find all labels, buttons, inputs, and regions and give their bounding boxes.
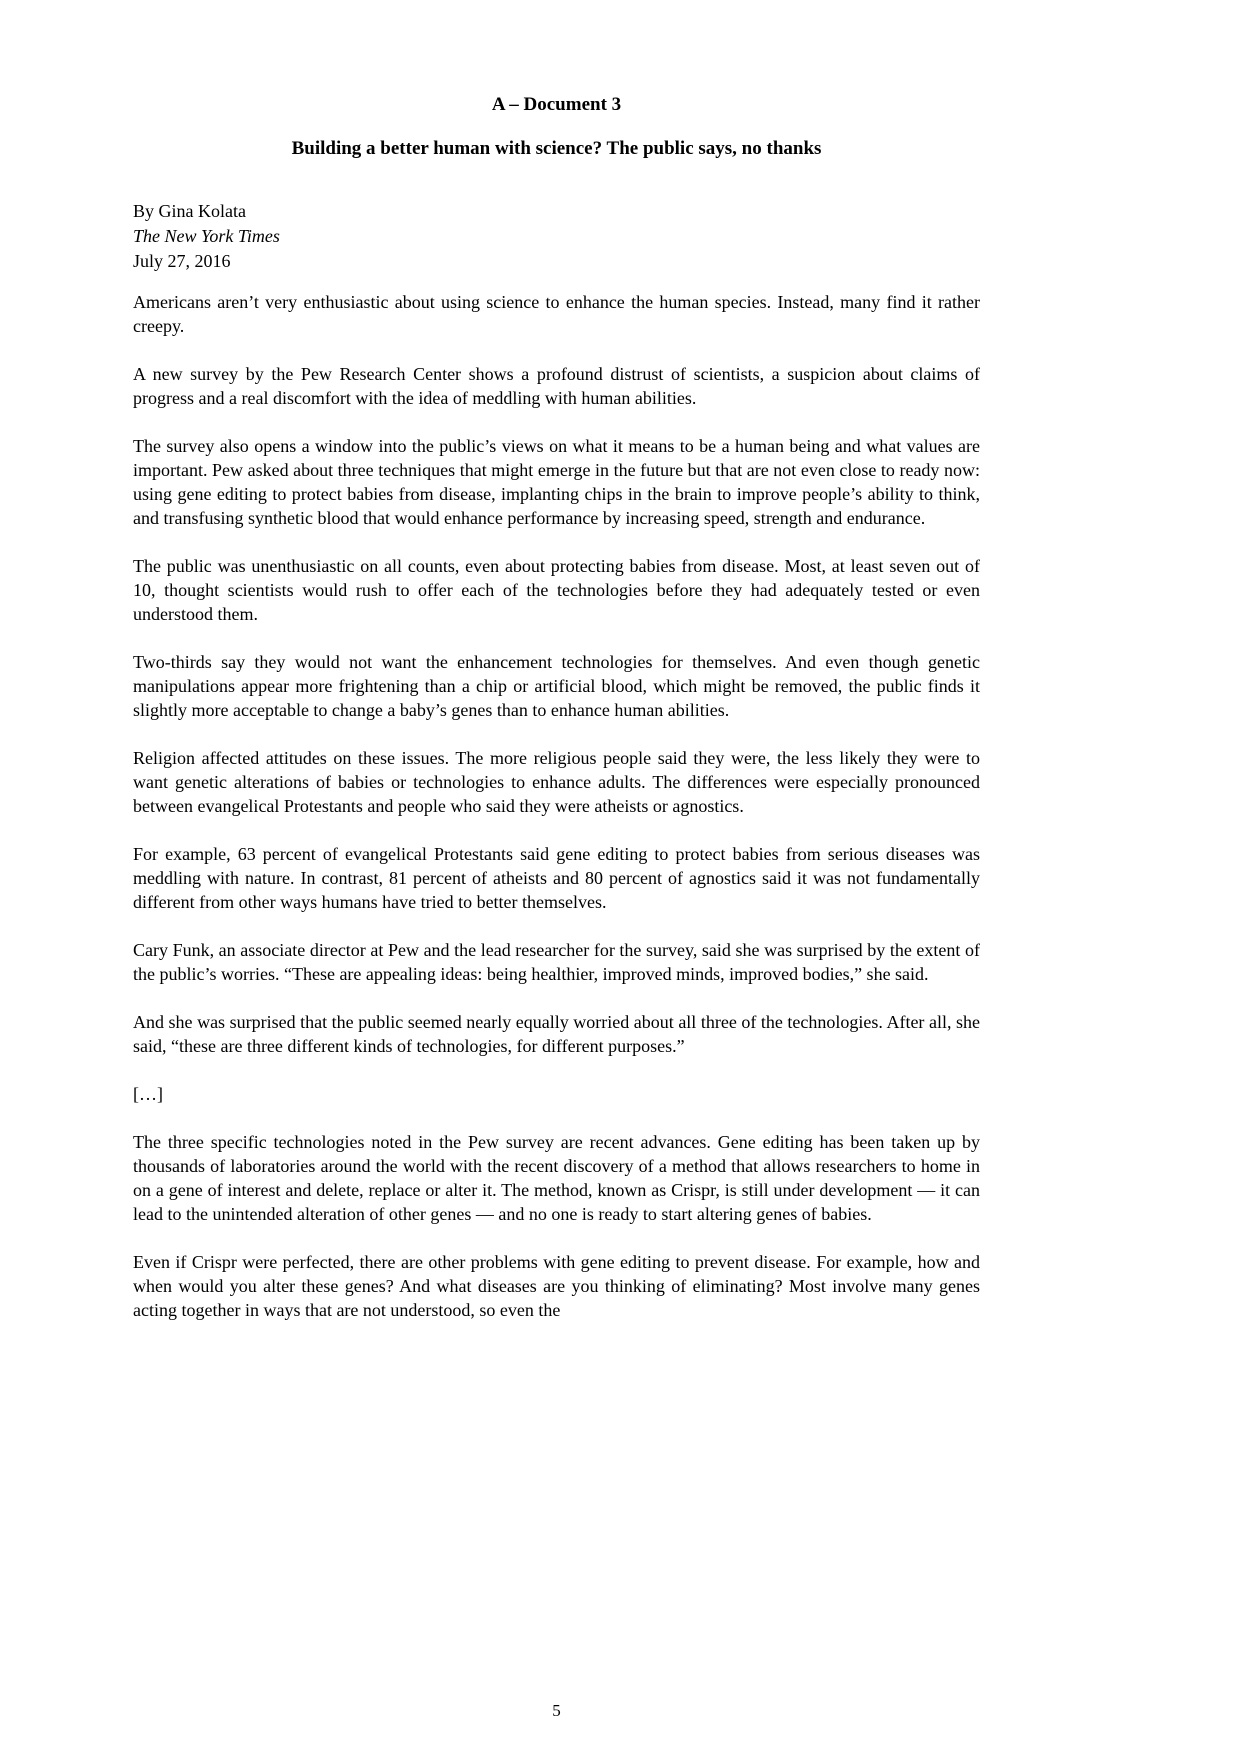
paragraph-10: The three specific technologies noted in the Pew survey are recent advances. Gene editing has been taken up by thousands of laboratories around the world with the recent discovery of a method that allows researchers to home in on a gene of interest and delete, replace or alter it. The method, known as Crispr, is still under development — it can lead to the unintended alteration of other genes — and no one is ready to start altering genes of babies. [133, 1132, 980, 1224]
paragraph-8: Cary Funk, an associate director at Pew and the lead researcher for the survey, said she was surprised by the extent of the public’s worries. “These are appealing ideas: being healthier, improved minds, improved bodies,” she said. [133, 940, 980, 984]
paragraph-2: A new survey by the Pew Research Center shows a profound distrust of scientists, a suspicion about claims of progress and a real discomfort with the idea of meddling with human abilities. [133, 364, 980, 408]
byline-source: The New York Times [133, 226, 280, 246]
paragraph-3: The survey also opens a window into the public’s views on what it means to be a human being and what values are important. Pew asked about three techniques that might emerge in the future but that are not even close to ready now: using gene editing to protect babies from disease, implanting chips in the brain to improve people’s ability to think, and transfusing synthetic blood that would enhance performance by increasing speed, strength and endurance. [133, 436, 980, 528]
paragraph-1: Americans aren’t very enthusiastic about using science to enhance the human species. Instead, many find it rather creepy. [133, 292, 980, 336]
paragraph-ellipsis: […] [133, 1084, 163, 1104]
byline-author: By Gina Kolata [133, 201, 246, 221]
byline [133, 199, 980, 274]
byline-date: July 27, 2016 [133, 251, 231, 271]
document-heading: A – Document 3 [491, 94, 622, 115]
paragraph-11: Even if Crispr were perfected, there are other problems with gene editing to prevent disease. For example, how and when would you alter these genes? And what diseases are you thinking of eliminating? Most involve many genes acting together in ways that are not understood, so even the [133, 1252, 980, 1320]
paragraph-4: The public was unenthusiastic on all counts, even about protecting babies from disease. Most, at least seven out of 10, thought scientists would rush to offer each of the technologies before they had adequately tested or even understood them. [133, 556, 980, 624]
paragraph-6: Religion affected attitudes on these issues. The more religious people said they were, the less likely they were to want genetic alterations of babies or technologies to enhance adults. The differences were especially pronounced between evangelical Protestants and people who said they were atheists or agnostics. [133, 748, 980, 816]
page-number: 5 [552, 1701, 561, 1720]
paragraph-5: Two-thirds say they would not want the enhancement technologies for themselves. And even though genetic manipulations appear more frightening than a chip or artificial blood, which might be removed, the public finds it slightly more acceptable to change a baby’s genes than to enhance human abilities. [133, 652, 980, 720]
article-title: Building a better human with science? The public says, no thanks [291, 138, 822, 159]
document-content [133, 92, 980, 1322]
paragraph-9: And she was surprised that the public seemed nearly equally worried about all three of the technologies. After all, she said, “these are three different kinds of technologies, for different purposes.” [133, 1012, 980, 1056]
paragraph-7: For example, 63 percent of evangelical Protestants said gene editing to protect babies from serious diseases was meddling with nature. In contrast, 81 percent of atheists and 80 percent of agnostics said it was not fundamentally different from other ways humans have tried to better themselves. [133, 844, 980, 912]
